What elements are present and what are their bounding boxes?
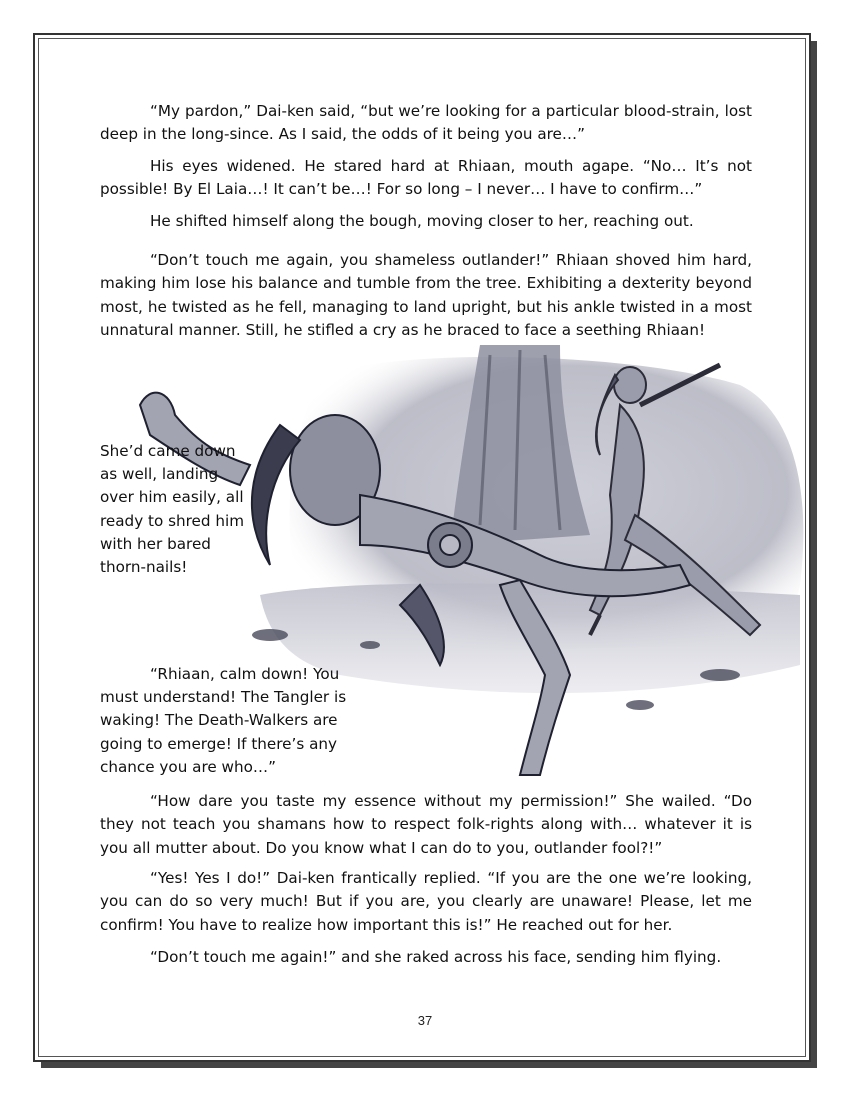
paragraph-6: “Rhiaan, calm down! You must understand! The Tangler is waking! The Death-Walkers are going to emerge! If there’s any chance you are who…” (100, 665, 347, 776)
paragraph-2: His eyes widened. He stared hard at Rhiaan, mouth agape. “No… It’s not possible! By El Laia…! It can’t be…! For so long – I never… I have to confirm…” (100, 157, 752, 199)
page-number: 37 (417, 1013, 433, 1028)
paragraph-7: “How dare you taste my essence without my permission!” She wailed. “Do they not teach you shamans how to respect folk-rights along with… whatever it is you all mutter about. Do you know what I can do to you, outlander fool?!” (100, 792, 752, 857)
page-shadow-right (811, 41, 817, 1068)
paragraph-1: “My pardon,” Dai-ken said, “but we’re looking for a particular blood-strain, lost deep in the long-since. As I said, the odds of it being you are…” (100, 102, 752, 144)
paragraph-5: She’d came down as well, landing over him easily, all ready to shred him with her bared thorn-nails! (100, 442, 244, 577)
paragraph-3: He shifted himself along the bough, moving closer to her, reaching out. (150, 212, 694, 230)
paragraph-4: “Don’t touch me again, you shameless outlander!” Rhiaan shoved him hard, making him lose his balance and tumble from the tree. Exhibiting a dexterity beyond most, he twisted as he fell, managing to land upright, but his ankle twisted in a most unnatural manner. Still, he stifled a cry as he braced to face a seething Rhiaan! (100, 251, 752, 340)
paragraph-8: “Yes! Yes I do!” Dai-ken frantically replied. “If you are the one we’re looking, you can do so very much! But if you are, you clearly are unaware! Please, let me confirm! You have to realize how important this is!” He reached out for her. (100, 869, 752, 934)
page-shadow-bottom (41, 1062, 817, 1068)
paragraph-9: “Don’t touch me again!” and she raked across his face, sending him flying. (150, 948, 722, 966)
